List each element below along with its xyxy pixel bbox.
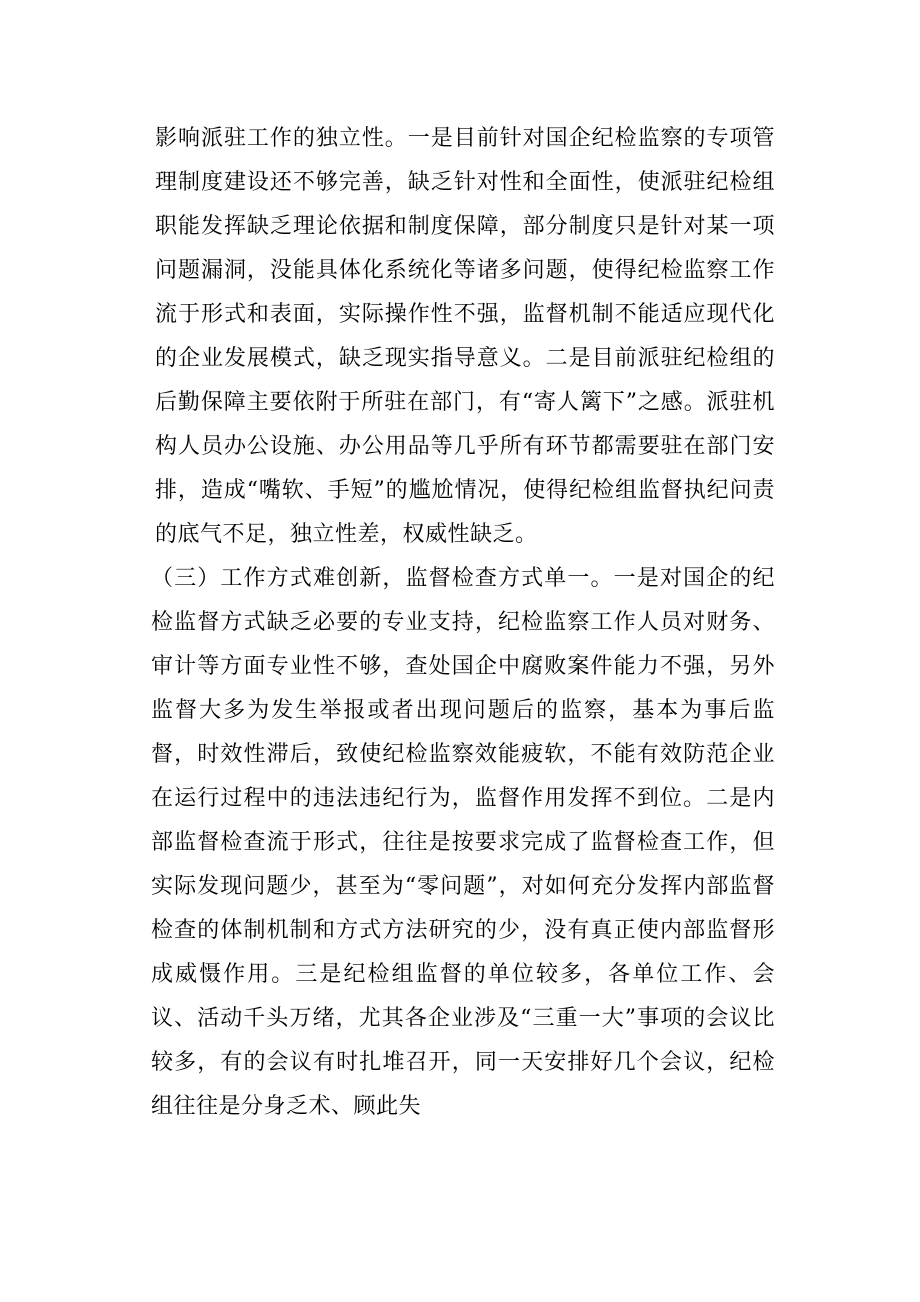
document-body	[151, 117, 775, 1129]
paragraph-continuation: 影响派驻工作的独立性。一是目前针对国企纪检监察的专项管理制度建设还不够完善，缺乏针对性和全面性，使派驻纪检组职能发挥缺乏理论依据和制度保障，部分制度只是针对某一项问题漏洞，没能具体化系统化等诸多问题，使得纪检监察工作流于形式和表面，实际操作性不强，监督机制不能适应现代化的企业发展模式，缺乏现实指导意义。二是目前派驻纪检组的后勤保障主要依附于所驻在部门，有“寄人篱下”之感。派驻机构人员办公设施、办公用品等几乎所有环节都需要驻在部门安排，造成“嘴软、手短”的尴尬情况，使得纪检组监督执纪问责的底气不足，独立性差，权威性缺乏。	[155, 126, 775, 547]
paragraph-section-three: （三）工作方式难创新，监督检查方式单一。一是对国企的纪检监督方式缺乏必要的专业支持，纪检监察工作人员对财务、审计等方面专业性不够，查处国企中腐败案件能力不强，另外监督大多为发生举报或者出现问题后的监察，基本为事后监督，时效性滞后，致使纪检监察效能疲软，不能有效防范企业在运行过程中的违法违纪行为，监督作用发挥不到位。二是内部监督检查流于形式，往往是按要求完成了监督检查工作，但实际发现问题少，甚至为“零问题”，对如何充分发挥内部监督检查的体制机制和方式方法研究的少，没有真正使内部监督形成威慑作用。三是纪检组监督的单位较多，各单位工作、会议、活动千头万绪，尤其各企业涉及“三重一大”事项的会议比较多，有的会议有时扎堆召开，同一天安排好几个会议，纪检组往往是分身乏术、顾此失	[151, 566, 775, 1119]
